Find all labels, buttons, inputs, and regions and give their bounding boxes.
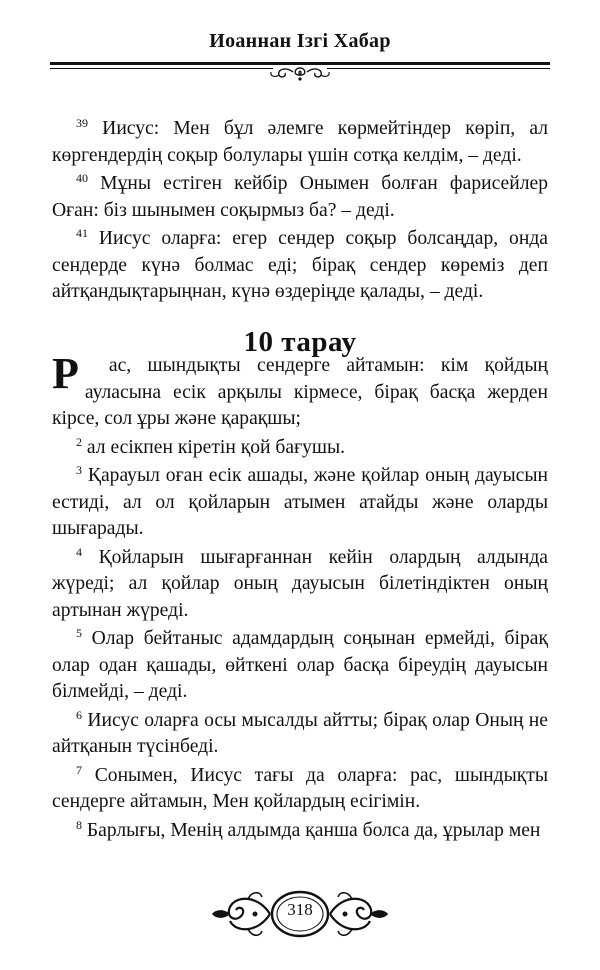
verse [52,763,548,816]
verse-number: 4 [76,544,82,559]
verse-text: Қойларын шығарғаннан кейін олардың алдында жүреді; ал қойлар оның дауысын білетіндіктен оның артынан жүреді. [52,546,548,621]
verse-text: Қарауыл оған есік ашады, және қойлар оның дауысын естиді, ал ол қойларын атымен атайды және оларды шығарады. [52,465,548,539]
verse [52,626,548,706]
verse [52,708,548,761]
verse [52,545,548,625]
verse [52,349,548,433]
verse [52,171,548,224]
verse [52,226,548,306]
verse-text: Барлығы, Менің алдымда қанша болса да, ұрылар мен [86,819,541,841]
running-head: Иоаннан Ізгі Хабар [209,30,391,52]
verse-text: ал есікпен кіретін қой бағушы. [86,436,346,458]
verse-number: 3 [76,463,82,477]
verse-number: 39 [76,116,88,130]
verse-number: 8 [76,817,82,832]
verse-text: Олар бейтаныс адамдардың соңынан ермейді, бірақ олар одан қашады, өйткені олар басқа біреудің дауысын білмейді, – деді. [52,628,548,702]
verse [52,463,548,543]
verse-text: Иисус оларға: егер сендер соқыр болсаңдар, онда сендерде күнә болмас еді; бірақ сендер көреміз деп айтқандықтарыңнан, күнә өздеріңде қалады, – деді. [52,228,548,302]
header-ornament-icon [265,64,335,88]
verse-number: 2 [76,434,82,449]
verses-before-chapter [52,116,548,306]
verse [52,818,548,845]
drop-cap: Р [52,349,79,398]
page-number: 318 [287,900,313,919]
verse-number: 6 [76,707,82,722]
verse-number: 40 [76,171,88,185]
verse-number: 7 [76,762,82,777]
chapter-body [52,349,548,844]
verse-text: ас, шындықты сендерге айтамын: кім қойдың ауласына есік арқылы кірмесе, бірақ басқа жерден кірсе, сол ұры және қарақшы; [52,355,548,429]
verse-text: Сонымен, Иисус тағы да оларға: рас, шындықты сендерге айтамын, Мен қойлардың есігімін. [52,764,548,812]
verse-text: Иисус: Мен бұл әлемге көрмейтіндер көріп, ал көргендердің соқыр болулары үшін сотқа келдім, – деді. [52,118,549,166]
verse [52,116,548,169]
verse-text: Иисус оларға осы мысалды айтты; бірақ олар Оның не айтқанын түсінбеді. [52,709,548,757]
verse-text: Мұны естіген кейбір Онымен болған фарисейлер Оған: біз шынымен соқырмыз ба? – деді. [52,173,548,221]
verse [52,435,548,462]
verse-number: 41 [76,226,88,240]
verse-number: 5 [76,626,82,640]
chapter-title: 10 тарау [243,326,357,358]
